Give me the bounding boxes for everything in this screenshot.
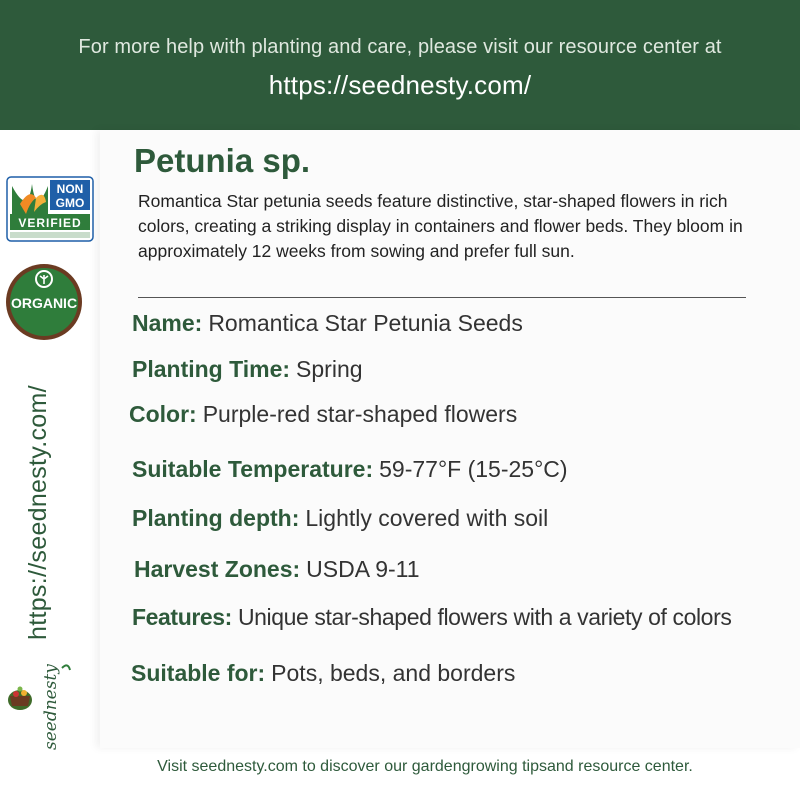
spec-value: 59-77°F (15-25°C) [379,456,568,482]
footer-text: Visit seednesty.com to discover our gardengrowing tipsand resource center. [157,758,693,775]
spec-row-planting-time [132,356,363,383]
spec-label: Color: [129,401,197,427]
spec-label: Suitable Temperature: [132,456,374,482]
spec-row-features [132,604,731,631]
nongmo-text-non: NON [56,182,84,196]
spec-value: Lightly covered with soil [305,505,549,531]
seednesty-logo [4,660,72,752]
spec-row-name [132,310,523,337]
sidebar-vertical-url[interactable]: https://seednesty.com/ [24,385,52,640]
spec-value: USDA 9-11 [306,556,420,582]
spec-label: Planting depth: [132,505,300,531]
spec-row-suitable-for [131,660,515,687]
spec-label: Harvest Zones: [134,556,301,582]
spec-value: Purple-red star-shaped flowers [202,401,518,427]
organic-text: ORGANIC [10,295,78,311]
spec-label: Features: [132,604,232,630]
header-banner [0,0,800,130]
spec-row-color [129,401,517,428]
spec-row-planting-depth [132,505,548,532]
spec-row-harvest-zones [134,556,420,583]
spec-label: Name: [132,310,203,336]
nongmo-text-verified: VERIFIED [18,216,82,230]
spec-row-temperature [132,456,568,483]
spec-label: Suitable for: [131,660,266,686]
spec-value: Unique star-shaped flowers with a variety of colors [237,604,732,630]
spec-value: Romantica Star Petunia Seeds [208,310,523,336]
logo-text: seednesty [41,664,61,750]
product-title: Petunia sp. [134,142,311,179]
spec-label: Planting Time: [132,356,291,382]
nongmo-text-gmo: GMO [55,196,85,210]
spec-value: Spring [296,356,363,382]
non-gmo-verified-badge [6,176,94,242]
header-url-link[interactable]: https://seednesty.com/ [268,70,532,100]
divider [138,297,746,298]
spec-value: Pots, beds, and borders [271,660,516,686]
organic-badge [4,262,84,342]
header-help-text: For more help with planting and care, please visit our resource center at [78,36,722,58]
product-description: Romantica Star petunia seeds feature distinctive, star-shaped flowers in rich colors, creating a striking display in containers and flower beds. They bloom in approximately 12 weeks from sowing and prefer full sun. [138,191,743,261]
